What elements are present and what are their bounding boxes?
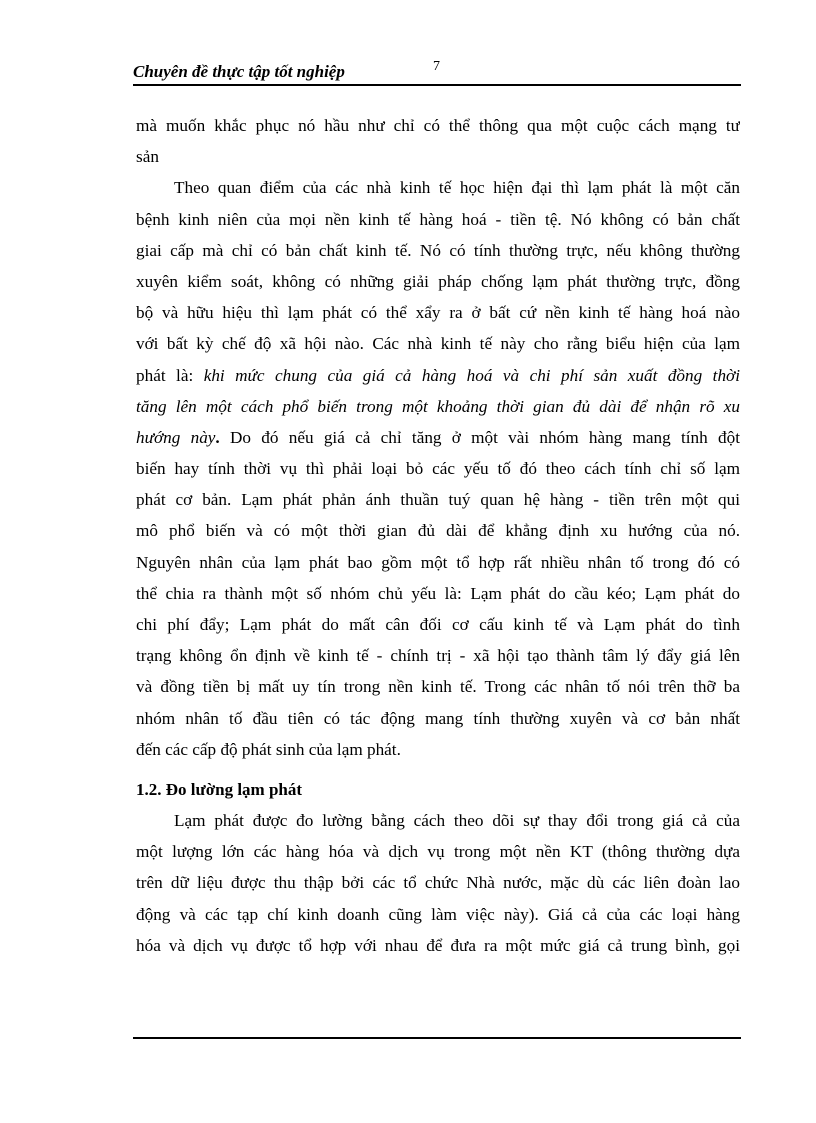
text-run: Do đó nếu giá cả chỉ tăng ở một vài nhóm hàng mang tính đột [219,427,740,447]
text-line: động và các tạp chí kinh doanh cũng làm việc này). Giá cả của các loại hàng [136,904,740,924]
text-line: giai cấp mà chỉ có bản chất kinh tế. Nó có tính thường trực, nếu không thường [136,240,740,260]
text-line: xuyên kiểm soát, không có những giải pháp chống lạm phát thường trực, đồng [136,271,740,291]
text-line: mà muốn khắc phục nó hầu như chỉ có thể thông qua một cuộc cách mạng tư [136,116,740,135]
text-line: trên dữ liệu được thu thập bởi các tổ chức Nhà nước, mặc dù các liên đoàn lao [136,873,740,893]
page-number: 7 [433,59,440,74]
text-line: và đồng tiền bị mất uy tín trong nền kinh tế. Trong các nhân tố nói trên thỡ ba [136,677,740,697]
page-header [133,58,741,86]
footer-rule [133,1037,741,1039]
paragraph-3 [136,805,740,961]
paragraph-2 [136,172,740,765]
text-line: Theo quan điểm của các nhà kinh tế học hiện đại thì lạm phát là một căn [174,178,740,198]
bold-period: . [215,427,220,447]
text-line: phát cơ bản. Lạm phát phản ánh thuần tuý quan hệ hàng - tiền trên một qui [136,490,740,510]
text-line: biến hay tính thời vụ thì phải loại bỏ các yếu tố đó theo cách tính chỉ số lạm [136,459,740,479]
text-line: nhóm nhân tố đầu tiên có tác động mang tính thường xuyên và cơ bản nhất [136,708,740,728]
text-line: một lượng lớn các hàng hóa và dịch vụ trong một nền KT (thông thường dựa [136,842,740,862]
text-line: bệnh kinh niên của mọi nền kinh tế hàng hoá - tiền tệ. Nó không có bản chất [136,209,740,229]
section-heading: 1.2. Đo lường lạm phát [136,779,303,799]
paragraph-1 [136,110,740,172]
text-line: thể chia ra thành một số nhóm chủ yếu là: Lạm phát do cầu kéo; Lạm phát do [136,583,740,603]
text-line: đến các cấp độ phát sinh của lạm phát. [136,739,401,759]
header-title: Chuyên đề thực tập tốt nghiệp [133,62,345,81]
text-line: Nguyên nhân của lạm phát bao gồm một tổ hợp rất nhiều nhân tố trong đó có [136,552,740,572]
italic-text: hướng này [136,427,216,447]
text-line: hóa và dịch vụ được tổ hợp với nhau để đưa ra một mức giá cả trung bình, gọi [136,935,740,955]
text-line [136,422,740,453]
text-line [136,360,740,391]
text-line: Lạm phát được đo lường bằng cách theo dõi sự thay đổi trong giá cả của [174,810,740,830]
text-line: chi phí đẩy; Lạm phát do mất cân đối cơ cấu kinh tế và Lạm phát do tình [136,615,740,634]
text-line: mô phổ biến và có một thời gian đủ dài để khẳng định xu hướng của nó. [136,521,740,541]
text-line: bộ và hữu hiệu thì lạm phát có thể xẩy ra ở bất cứ nền kinh tế hàng hoá nào [136,303,740,323]
document-body [136,110,740,961]
text-line: với bất kỳ chế độ xã hội nào. Các nhà kinh tế này cho rằng biểu hiện của lạm [136,334,740,354]
text-line: tăng lên một cách phổ biến trong một khoảng thời gian đủ dài để nhận rõ xu [136,396,740,416]
text-line: sản [136,147,159,167]
text-line: trạng không ổn định về kinh tế - chính trị - xã hội tạo thành tâm lý đẩy giá lên [136,646,740,666]
text-run: phát là: [136,365,204,385]
italic-text: khi mức chung của giá cả hàng hoá và chi phí sản xuất đồng thời [203,365,740,385]
